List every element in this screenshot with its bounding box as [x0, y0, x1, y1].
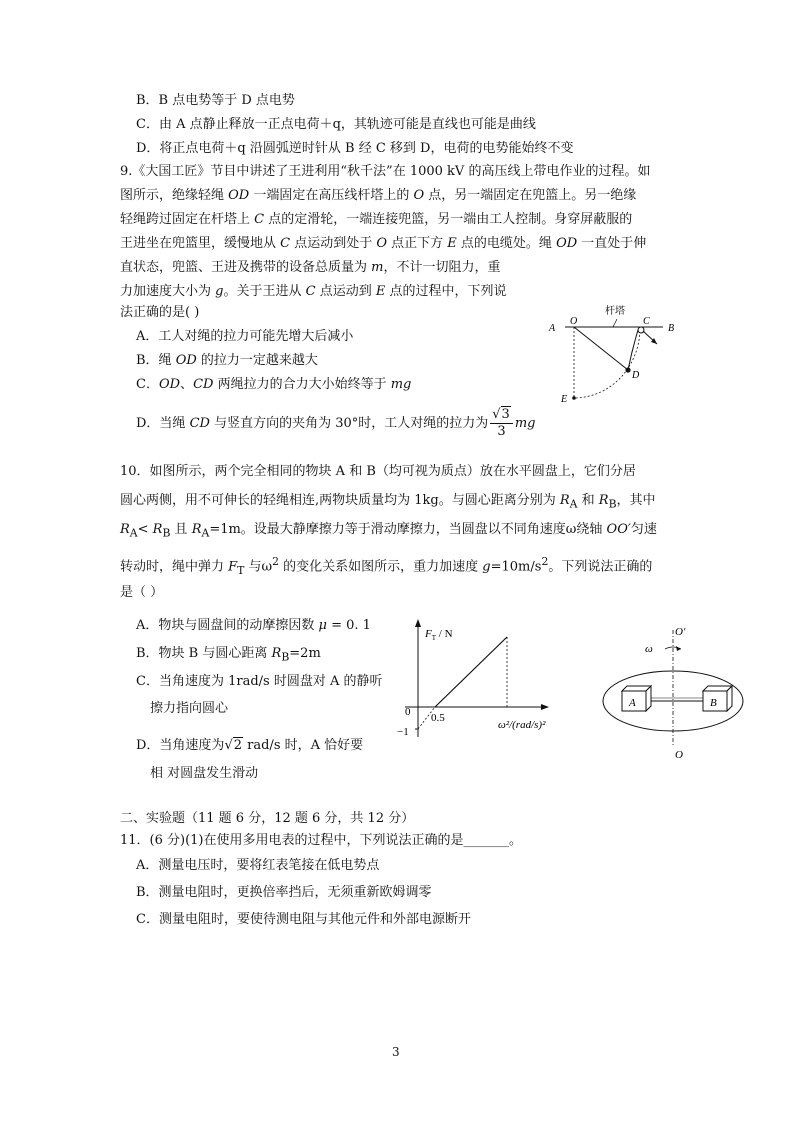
q10-stem-line4: 转动时，绳中弹力 $F_T$ 与$\omega^2$ 的变化关系如图所示，重力加速度 $g=10m/s^2$。下列说法正确的	[120, 555, 653, 577]
q10-option-a: A．物块与圆盘间的动摩擦因数 μ = 0. 1	[136, 618, 371, 633]
label-a: A	[549, 323, 556, 334]
page-number: 3	[392, 1045, 400, 1059]
q9-stem-line7: 法正确的是( )	[120, 305, 200, 320]
basket-point	[625, 367, 630, 372]
rope-od	[574, 327, 628, 370]
q10-rotating-disk-diagram	[595, 615, 770, 765]
q9-stem-line5: 直状态，兜篮、王进及携带的设备总质量为 m，不计一切阻力，重	[120, 260, 501, 275]
label-b: B	[668, 323, 675, 334]
q10-stem-line3: $R_A< R_B$ 且 $R_A=1m$。设最大静摩擦力等于滑动摩擦力，当圆盘以不同角速度ω绕轴 OO′匀速	[120, 522, 657, 540]
y-negative-tick: −1	[397, 726, 409, 738]
x-axis-arrow-icon	[541, 704, 549, 710]
q9-stem-line1: 9.《大国工匠》节目中讲述了王进利用“秋千法”在 1000 kV 的高压线上带电作业的过程。如	[120, 164, 651, 179]
arc-path	[574, 327, 640, 398]
q9-option-b: B．绳 OD 的拉力一定越来越大	[136, 353, 318, 368]
q9-stem-line2: 图所示，绝缘轻绳 OD 一端固定在高压线杆塔上的 O 点，另一端固定在兜篮上。另一绝缘	[120, 188, 637, 203]
omega-label: ω	[645, 643, 653, 655]
q9-option-a: A．工人对绳的拉力可能先增大后减小	[136, 329, 354, 344]
q10-option-c-line2: 擦力指向圆心	[150, 701, 229, 716]
q9-stem-line6: 力加速度大小为 g。关于王进从 C 点运动到 E 点的过程中，下列说	[120, 284, 507, 299]
q10-stem-line5: 是（ ）	[120, 585, 164, 600]
q10-option-d-line2: 相 对圆盘发生滑动	[150, 766, 259, 781]
q10-option-c-line1: C．当角速度为 1rad/s 时圆盘对 A 的静听	[136, 674, 383, 689]
axis-top-label: O′	[675, 626, 686, 638]
q10-option-d-line1: D．当角速度为√2 rad/s 时，A 恰好要	[136, 738, 364, 753]
q9-tower-diagram	[545, 300, 695, 410]
cable-point-e	[572, 396, 576, 400]
q11-option-a: A．测量电压时，要将红表笔接在低电势点	[136, 858, 380, 873]
axis-bottom-label: O	[675, 749, 683, 761]
x-axis-label: ω²/(rad/s)²	[498, 719, 546, 731]
q10-stem-line2: 圆心两侧，用不可伸长的轻绳相连,两物块质量均为 1kg。与圆心距离分别为 $R_A$ 和 $R_B$，其中	[120, 493, 656, 511]
q11-option-c: C．测量电阻时，要使待测电阻与其他元件和外部电源断开	[136, 912, 471, 927]
prev-option-c: C．由 A 点静止释放一正点电荷＋q，其轨迹可能是直线也可能是曲线	[136, 117, 536, 132]
q9-option-d: D．当绳 CD 与竖直方向的夹角为 30°时，工人对绳的拉力为 $\frac{√3}{3}$ mg	[136, 407, 536, 439]
q9-stem-line4: 王进坐在兜篮里，缓慢地从 C 点运动到处于 O 点正下方 E 点的电缆处。绳 OD 一直处于伸	[120, 236, 647, 251]
label-e: E	[561, 394, 568, 405]
label-o: O	[570, 316, 578, 327]
q10-stem-line1: 10．如图所示，两个完全相同的物块 A 和 B（均可视为质点）放在水平圆盘上，它们分居	[120, 464, 636, 479]
q11-stem: 11．(6 分)(1)在使用多用电表的过程中，下列说法正确的是_______。	[120, 833, 523, 848]
block-b-label: B	[710, 697, 717, 709]
block-a-label: A	[629, 697, 636, 709]
prev-option-d: D．将正点电荷＋q 沿圆弧逆时针从 B 经 C 移到 D，电荷的电势能始终不变	[136, 141, 574, 156]
label-c: C	[643, 316, 650, 327]
fraction-sqrt3-over-3: $\frac{√3}{3}$	[490, 407, 513, 440]
y-axis-arrow-icon	[415, 619, 421, 627]
ft-line	[435, 637, 507, 707]
tower-label: 杆塔	[605, 306, 625, 317]
rope-cd	[628, 330, 638, 370]
prev-option-b: B．B 点电势等于 D 点电势	[136, 93, 295, 108]
answer-blank[interactable]: _______	[463, 833, 510, 848]
q10-ft-omega-graph	[395, 615, 575, 750]
pulley-icon	[638, 327, 644, 333]
y-axis-label: $F_T$ / N	[425, 628, 453, 642]
q10-option-b: B．物块 B 与圆心距离 $R_B=2m$	[136, 646, 321, 664]
label-d: D	[632, 370, 640, 381]
origin-label: 0	[405, 706, 411, 718]
q11-option-b: B．测量电阻时，更换倍率挡后，无须重新欧姆调零	[136, 885, 432, 900]
section-title: 二、实验题（11 题 6 分，12 题 6 分，共 12 分）	[120, 811, 415, 826]
q9-option-c: C．OD、CD 两绳拉力的合力大小始终等于 mg	[136, 377, 412, 392]
x-tick-label: 0.5	[431, 712, 445, 724]
q9-stem-line3: 轻绳跨过固定在杆塔上 C 点的定滑轮，一端连接兜篮，另一端由工人控制。身穿屏蔽服的	[120, 212, 633, 227]
